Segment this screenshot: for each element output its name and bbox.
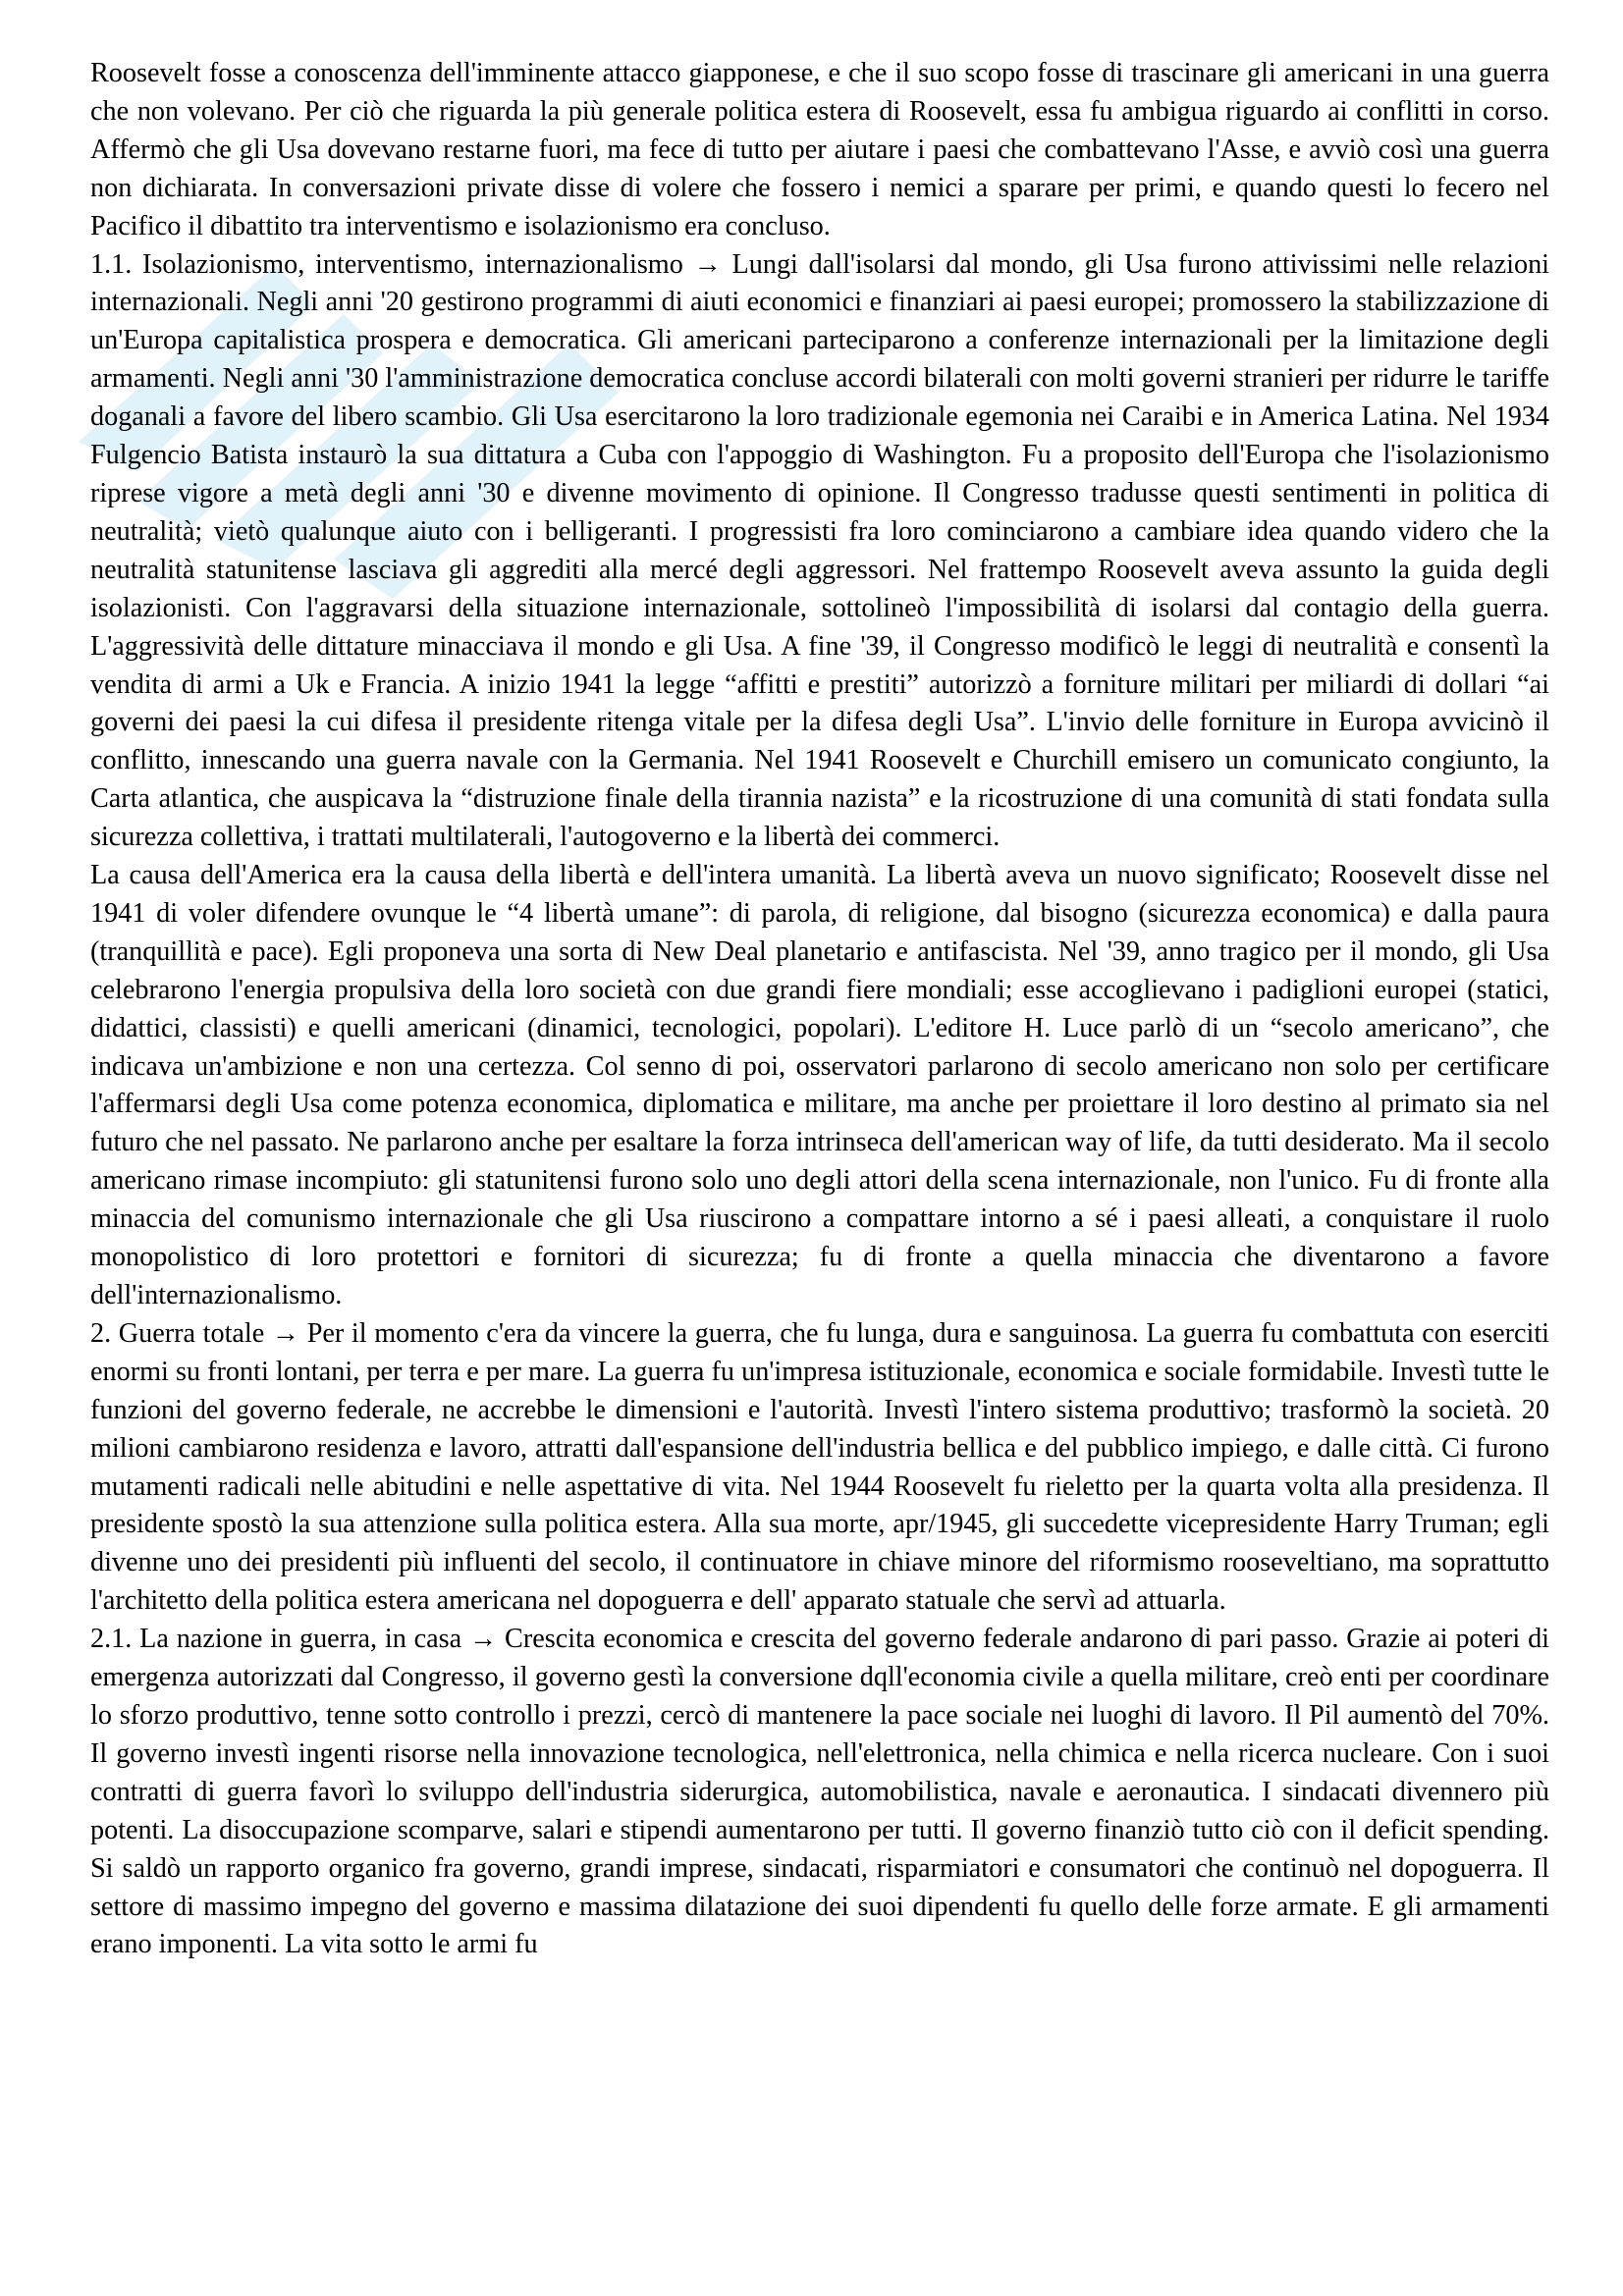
paragraph-roosevelt-attack: Roosevelt fosse a conoscenza dell'imminente attacco giapponese, e che il suo scopo fosse di trascinare gli americani in una guerra che non volevano. Per ciò che riguarda la più generale politica estera di Roosevelt, essa fu ambigua riguardo ai conflitti in corso. Affermò che gli Usa dovevano restarne fuori, ma fece di tutto per aiutare i paesi che combattevano l'Asse, e avviò così una guerra non dichiarata. In conversazioni private disse di volere che fossero i nemici a sparare per primi, e quando questi lo fecero nel Pacifico il dibattito tra interventismo e isolazionismo era concluso. bbox=[90, 58, 1549, 241]
paragraph-nazione-in-guerra: 2.1. La nazione in guerra, in casa → Crescita economica e crescita del governo federale andarono di pari passo. Grazie ai poteri di emergenza autorizzati dal Congresso, il governo gestì la conversione dqll'economia civile a quella militare, creò enti per coordinare lo sforzo produttivo, tenne sotto controllo i prezzi, cercò di mantenere la pace sociale nei luoghi di lavoro. Il Pil aumentò del 70%. Il governo investì ingenti risorse nella innovazione tecnologica, nell'elettronica, nella chimica e nella ricerca nucleare. Con i suoi contratti di guerra favorì lo sviluppo dell'industria siderurgica, automobilistica, navale e aeronautica. I sindacati divennero più potenti. La disoccupazione scomparve, salari e stipendi aumentarono per tutti. Il governo finanziò tutto ciò con il deficit spending. Si saldò un rapporto organico fra governo, grandi imprese, sindacati, risparmiatori e consumatori che continuò nel dopoguerra. Il settore di massimo impegno del governo e massima dilatazione dei suoi dipendenti fu quello delle forze armate. E gli armamenti erano imponenti. La vita sotto le armi fu bbox=[90, 1624, 1549, 1960]
paragraph-causa-america: La causa dell'America era la causa della libertà e dell'intera umanità. La libertà aveva un nuovo significato; Roosevelt disse nel 1941 di voler difendere ovunque le “4 libertà umane”: di parola, di religione, dal bisogno (sicurezza economica) e dalla paura (tranquillità e pace). Egli proponeva una sorta di New Deal planetario e antifascista. Nel '39, anno tragico per il mondo, gli Usa celebrarono l'energia propulsiva della loro società con due grandi fiere mondiali; esse accoglievano i padiglioni europei (statici, didattici, classisti) e quelli americani (dinamici, tecnologici, popolari). L'editore H. Luce parlò di un “secolo americano”, che indicava un'ambizione e non una certezza. Col senno di poi, osservatori parlarono di secolo americano non solo per certificare l'affermarsi degli Usa come potenza economica, diplomatica e militare, ma anche per proiettare il loro destino al primato sia nel futuro che nel passato. Ne parlarono anche per esaltare la forza intrinseca dell'american way of life, da tutti desiderato. Ma il secolo americano rimase incompiuto: gli statunitensi furono solo uno degli attori della scena internazionale, non l'unico. Fu di fronte alla minaccia del comunismo internazionale che gli Usa riuscirono a compattare intorno a sé i paesi alleati, a conquistare il ruolo monopolistico di loro protettori e fornitori di sicurezza; fu di fronte a quella minaccia che diventarono a favore dell'internazionalismo. bbox=[90, 860, 1549, 1310]
paragraph-guerra-totale: 2. Guerra totale → Per il momento c'era da vincere la guerra, che fu lunga, dura e sanguinosa. La guerra fu combattuta con eserciti enormi su fronti lontani, per terra e per mare. La guerra fu un'impresa istituzionale, economica e sociale formidabile. Investì tutte le funzioni del governo federale, ne accrebbe le dimensioni e l'autorità. Investì l'intero sistema produttivo; trasformò la società. 20 milioni cambiarono residenza e lavoro, attratti dall'espansione dell'industria bellica e del pubblico impiego, e dalle città. Ci furono mutamenti radicali nelle abitudini e nelle aspettative di vita. Nel 1944 Roosevelt fu rieletto per la quarta volta alla presidenza. Il presidente spostò la sua attenzione sulla politica estera. Alla sua morte, apr/1945, gli succedette vicepresidente Harry Truman; egli divenne uno dei presidenti più influenti del secolo, il continuatore in chiave minore del riformismo rooseveltiano, ma soprattutto l'architetto della politica estera americana nel dopoguerra e dell' apparato statuale che servì ad attuarla. bbox=[90, 1317, 1549, 1617]
paragraph-isolazionismo: 1.1. Isolazionismo, interventismo, internazionalismo → Lungi dall'isolarsi dal mondo, gli Usa furono attivissimi nelle relazioni internazionali. Negli anni '20 gestirono programmi di aiuti economici e finanziari ai paesi europei; promossero la stabilizzazione di un'Europa capitalistica prospera e democratica. Gli americani parteciparono a conferenze internazionali per la limitazione degli armamenti. Negli anni '30 l'amministrazione democratica concluse accordi bilaterali con molti governi stranieri per ridurre le tariffe doganali a favore del libero scambio. Gli Usa esercitarono la loro tradizionale egemonia nei Caraibi e in America Latina. Nel 1934 Fulgencio Batista instaurò la sua dittatura a Cuba con l'appoggio di Washington. Fu a proposito dell'Europa che l'isolazionismo riprese vigore a metà degli anni '30 e divenne movimento di opinione. Il Congresso tradusse questi sentimenti in politica di neutralità; vietò qualunque aiuto con i belligeranti. I progressisti fra loro cominciarono a cambiare idea quando videro che la neutralità statunitense lasciava gli aggrediti alla mercé degli aggressori. Nel frattempo Roosevelt aveva assunto la guida degli isolazionisti. Con l'aggravarsi della situazione internazionale, sottolineò l'impossibilità di isolarsi dal contagio della guerra. L'aggressività delle dittature minacciava il mondo e gli Usa. A fine '39, il Congresso modificò le leggi di neutralità e consentì la vendita di armi a Uk e Francia. A inizio 1941 la legge “affitti e prestiti” autorizzò a forniture militari per miliardi di dollari “ai governi dei paesi la cui difesa il presidente ritenga vitale per la difesa degli Usa”. L'invio delle forniture in Europa avvicinò il conflitto, innescando una guerra navale con la Germania. Nel 1941 Roosevelt e Churchill emisero un comunicato congiunto, la Carta atlantica, che auspicava la “distruzione finale della tirannia nazista” e la ricostruzione di una comunità di stati fondata sulla sicurezza collettiva, i trattati multilaterali, l'autogoverno e la libertà dei commerci. bbox=[90, 248, 1549, 853]
document-page bbox=[90, 55, 1549, 1964]
